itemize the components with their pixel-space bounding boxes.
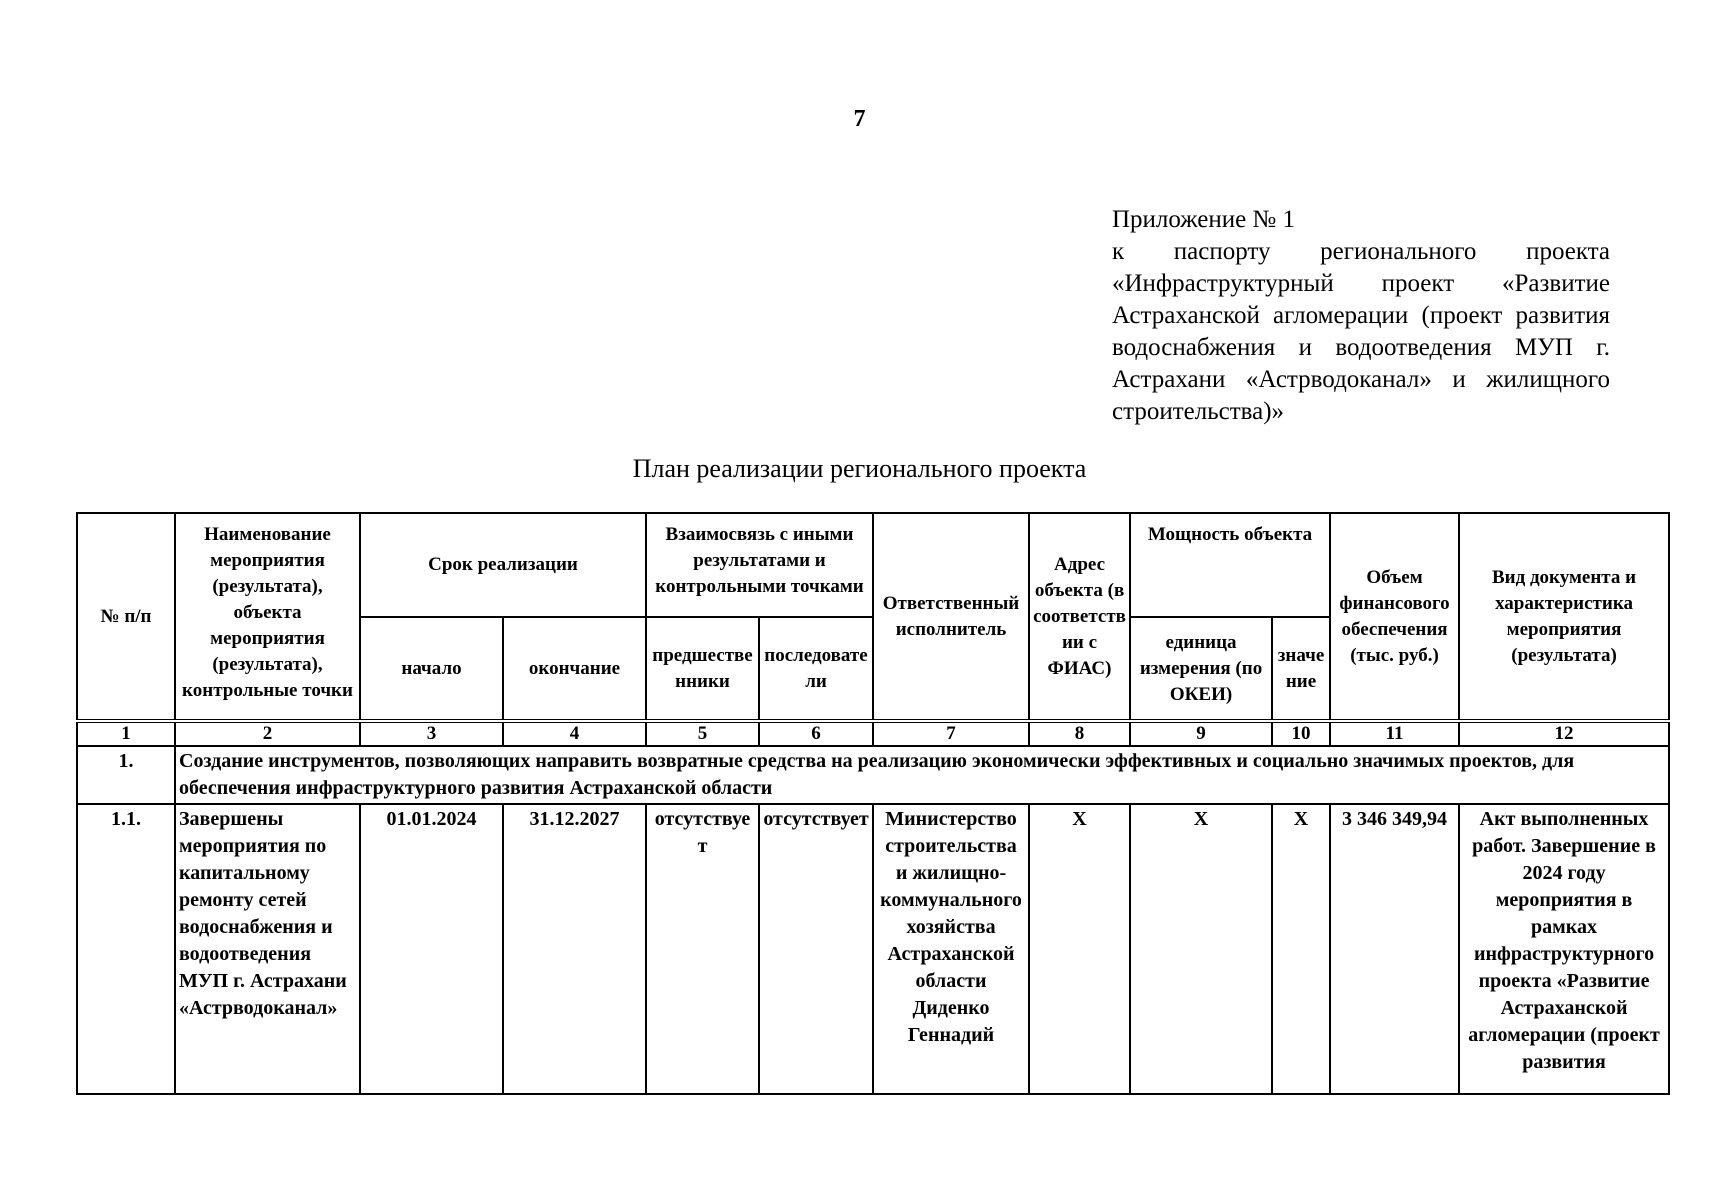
column-number: 7 bbox=[873, 721, 1029, 746]
column-number: 11 bbox=[1330, 721, 1459, 746]
header-doc: Вид документа и характеристика мероприятия (результата) bbox=[1459, 513, 1669, 721]
column-number: 2 bbox=[175, 721, 360, 746]
section-num: 1. bbox=[77, 746, 175, 804]
header-address: Адрес объекта (в соответствии с ФИАС) bbox=[1029, 513, 1130, 721]
row-responsible: Министерство строительства и жилищно-коммунального хозяйства Астраханской области Диденко Геннадий bbox=[873, 804, 1029, 1094]
table-header-row-1 bbox=[77, 513, 1669, 617]
header-capacity: Мощность объекта bbox=[1130, 513, 1330, 617]
plan-table bbox=[76, 512, 1670, 1095]
row-start: 01.01.2024 bbox=[360, 804, 503, 1094]
header-capacity-unit: единица измерения (по ОКЕИ) bbox=[1130, 617, 1272, 721]
column-number: 5 bbox=[646, 721, 759, 746]
column-numbers-row bbox=[77, 721, 1669, 746]
header-responsible: Ответственный исполнитель bbox=[873, 513, 1029, 721]
column-number: 3 bbox=[360, 721, 503, 746]
column-number: 12 bbox=[1459, 721, 1669, 746]
row-name: Завершены мероприятия по капитальному ремонту сетей водоснабжения и водоотведения МУП г. Астрахани «Астрводоканал» bbox=[175, 804, 360, 1094]
column-number: 4 bbox=[503, 721, 646, 746]
header-term-start: начало bbox=[360, 617, 503, 721]
header-links-prev: предшественники bbox=[646, 617, 759, 721]
header-links: Взаимосвязь с иными результатами и контрольными точками bbox=[646, 513, 873, 617]
section-row bbox=[77, 746, 1669, 804]
row-value: Х bbox=[1272, 804, 1330, 1094]
appendix-body: к паспорту регионального проекта «Инфраструктурный проект «Развитие Астраханской агломерации (проект развития водоснабжения и водоотведения МУП г. Астрахани «Астрводоканал» и жилищного строительства)» bbox=[1112, 238, 1610, 425]
column-number: 6 bbox=[759, 721, 873, 746]
header-term: Срок реализации bbox=[360, 513, 646, 617]
section-text: Создание инструментов, позволяющих направить возвратные средства на реализацию экономически эффективных и социально значимых проектов, для обеспечения инфраструктурного развития Астраханской области bbox=[175, 746, 1669, 804]
header-capacity-value: значение bbox=[1272, 617, 1330, 721]
row-unit: Х bbox=[1130, 804, 1272, 1094]
table-row bbox=[77, 804, 1669, 1094]
header-term-end: окончание bbox=[503, 617, 646, 721]
column-number: 1 bbox=[77, 721, 175, 746]
header-num: № п/п bbox=[77, 513, 175, 721]
row-next: отсутствует bbox=[759, 804, 873, 1094]
row-end: 31.12.2027 bbox=[503, 804, 646, 1094]
column-number: 8 bbox=[1029, 721, 1130, 746]
plan-title: План реализации регионального проекта bbox=[632, 454, 1087, 483]
header-links-next: последователи bbox=[759, 617, 873, 721]
appendix-note bbox=[1112, 204, 1610, 428]
row-doc: Акт выполненных работ. Завершение в 2024 году мероприятия в рамках инфраструктурного проекта «Развитие Астраханской агломерации (проект развития bbox=[1459, 804, 1669, 1094]
appendix-title: Приложение № 1 bbox=[1112, 206, 1296, 233]
header-name: Наименование мероприятия (результата), объекта мероприятия (результата), контрольные точки bbox=[175, 513, 360, 721]
row-num: 1.1. bbox=[77, 804, 175, 1094]
page-number: 7 bbox=[853, 106, 866, 132]
row-funding: 3 346 349,94 bbox=[1330, 804, 1459, 1094]
column-number: 10 bbox=[1272, 721, 1330, 746]
row-prev: отсутствует bbox=[646, 804, 759, 1094]
header-funding: Объем финансового обеспечения (тыс. руб.) bbox=[1330, 513, 1459, 721]
column-number: 9 bbox=[1130, 721, 1272, 746]
row-address: Х bbox=[1029, 804, 1130, 1094]
